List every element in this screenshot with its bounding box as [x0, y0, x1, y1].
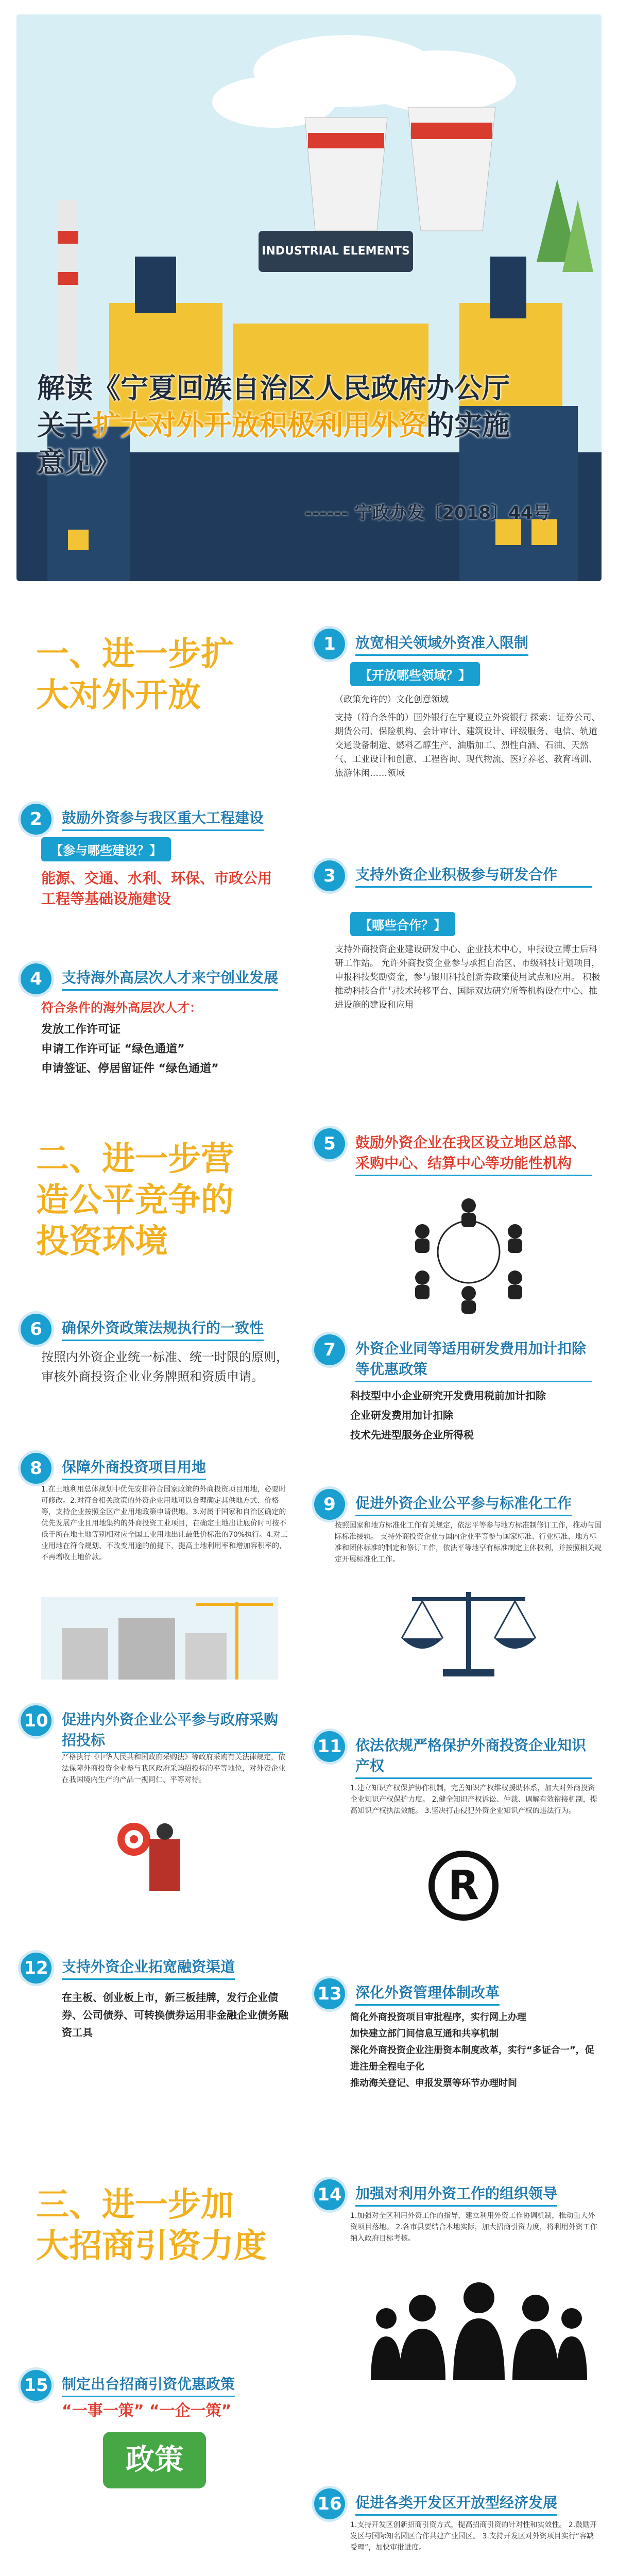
- item-4-body: 发放工作许可证 申请工作许可证 “绿色通道” 申请签证、停居留证件 “绿色通道”: [41, 1023, 219, 1075]
- item-2-body: 能源、交通、水利、环保、市政公用工程等基础设施建设: [41, 870, 272, 907]
- title-line-1: 解读《宁夏回族自治区人民政府办公厅: [37, 372, 510, 404]
- item-13-title: 深化外资管理体制改革: [355, 1981, 500, 2006]
- item-number-badge: 3: [314, 860, 345, 891]
- section-1: [0, 603, 618, 1118]
- item-8-title: 保障外商投资项目用地: [62, 1456, 206, 1480]
- title-line2-b: 的实施: [426, 409, 510, 442]
- item-number-badge: 11: [314, 1731, 345, 1762]
- section-2-title-line-2: 造公平竞争的: [36, 1181, 234, 1219]
- network-people-icon: [391, 1190, 546, 1314]
- title-highlight: 扩大对外开放积极利用外资: [93, 409, 426, 442]
- item-16-title: 促进各类开发区开放型经济发展: [355, 2492, 557, 2516]
- item-number-badge: 12: [21, 1953, 52, 1984]
- item-3-title: 支持外资企业积极参与研发合作: [355, 863, 592, 888]
- item-2-title: 鼓励外资参与我区重大工程建设: [62, 807, 264, 831]
- item-1-note: （政策允许的）文化创意领域: [335, 694, 449, 705]
- document-number: ------ 宁政办发〔2018〕44号: [305, 503, 551, 523]
- section-2-title-line-3: 投资环境: [36, 1223, 168, 1261]
- section-2-title-line-1: 二、进一步营: [36, 1140, 234, 1178]
- item-number-badge: 15: [21, 2370, 52, 2401]
- scales-icon: [391, 1582, 546, 1685]
- section-3-title: [36, 2184, 267, 2267]
- item-10-body: 严格执行《中华人民共和国政府采购法》等政府采购有关法律规定，依法保障外商投资企业参与我区政府采购招投标的平等地位，对外资企业在我国境内生产的产品一视同仁、平等对待。: [62, 1753, 285, 1784]
- item-number-badge: 5: [314, 1128, 345, 1159]
- item-number-badge: 6: [21, 1314, 52, 1345]
- item-15-slogan: “一事一策” “一企一策”: [62, 2402, 232, 2420]
- item-16-body: 1.支持开发区创新招商引资方式，提高招商引资的针对性和实效性。 2.鼓励开发区与国际知名园区合作共建产业园区。 3.支持开发区对外资项目实行“容缺受理”，加快审批进度。: [350, 2521, 597, 2552]
- item-number-badge: 16: [314, 2488, 345, 2519]
- registered-trademark-icon: [427, 1850, 500, 1922]
- section-3-title-line-1: 三、进一步加: [36, 2186, 234, 2224]
- item-number-badge: 2: [21, 804, 52, 835]
- item-7-title: 外资企业同等适用研发费用加计扣除等优惠政策: [355, 1337, 592, 1382]
- item-10-title: 促进内外资企业公平参与政府采购招投标: [62, 1708, 283, 1753]
- policy-stamp-icon: 政策: [103, 2432, 206, 2488]
- item-1-tag: 【开放哪些领域？】: [350, 662, 480, 686]
- team-people-icon: [371, 2277, 587, 2380]
- item-4-title: 支持海外高层次人才来宁创业发展: [62, 967, 278, 991]
- item-9-body: 按照国家和地方标准化工作有关规定，依法平等参与地方标准制修订工作，推动与国际标准接轨。 支持外商投资企业与国内企业平等参与国家标准、行业标准、地方标准和团体标准的制定和修订工作，依法平等地享有标准制定主体权利，并按照相关规定开展标准化工作。: [335, 1521, 602, 1564]
- item-number-badge: 4: [21, 963, 52, 994]
- section-3: [0, 2159, 618, 2576]
- truck-label: INDUSTRIAL ELEMENTS: [259, 231, 413, 272]
- item-15-title: 制定出台招商引资优惠政策: [62, 2373, 235, 2397]
- item-number-badge: 14: [314, 2179, 345, 2210]
- section-3-title-line-2: 大招商引资力度: [36, 2227, 267, 2265]
- item-3-tag: 【哪些合作？】: [350, 912, 455, 936]
- title-line-2: [37, 407, 583, 444]
- section-2-title: [36, 1139, 234, 1262]
- svg-text:R: R: [448, 1862, 479, 1909]
- item-number-badge: 9: [314, 1489, 345, 1520]
- title-line2-a: 关于: [37, 409, 93, 442]
- item-14-body: 1.加强对全区利用外资工作的指导，建立利用外资工作协调机制，推动重大外资项目落地。 2.各市县要结合本地实际，加大招商引资力度，将利用外资工作纳入政府目标考核。: [350, 2212, 597, 2243]
- item-number-badge: 10: [21, 1705, 52, 1736]
- item-number-badge: 8: [21, 1453, 52, 1484]
- item-9-title: 促进外资企业公平参与标准化工作: [355, 1492, 572, 1516]
- item-3-body: 支持外商投资企业建设研发中心、企业技术中心，申报设立博士后科研工作站。 允许外商投资企业参与承担自治区、市级科技计划项目，申报科技奖励资金，参与银川科技创新券政策使用试点和应用。 积极推动科技合作与技术转移平台、国际双边研究所等机构设在中心、推进设施的建设和应用: [335, 944, 600, 1010]
- page-title: [37, 370, 583, 499]
- item-11-body: 1.建立知识产权保护协作机制，完善知识产权维权援助体系，加大对外商投资企业知识产权保护力度。 2.健全知识产权诉讼、仲裁、调解有效衔接机制，提高知识产权执法效能。 3.坚决打击侵犯外资企业知识产权的违法行为。: [350, 1784, 597, 1815]
- item-6-title: 确保外资政策法规执行的一致性: [62, 1317, 264, 1341]
- podium-icon: [103, 1819, 206, 1896]
- construction-icon: [41, 1597, 278, 1680]
- item-11-title: 依法依规严格保护外商投资企业知识产权: [355, 1734, 592, 1779]
- item-2-tag: 【参与哪些建设？】: [41, 837, 171, 861]
- item-8-body: 1.在土地利用总体规划中优先安排符合国家政策的外商投资项目用地，必要时可修改。2.对符合相关政策的外资企业用地可以合理确定其供地方式、价格等，支持企业按照全区产业用地政策申请供地。3.对属于国家和自治区确定的优先发展产业且用地集约的外商投资工业项目，在确定土地出让底价时可按不低于所在地土地等别相对应全国工业用地出让最低价标准的70%执行。4.对工业用地在符合规划、不改变用途的前提下，提高土地利用率和增加容积率的，不再增收土地价款。: [41, 1485, 288, 1562]
- item-1-title: 放宽相关领域外资准入限制: [355, 632, 528, 656]
- section-1-title-line-2: 大对外开放: [36, 676, 201, 715]
- section-1-title-line-1: 一、进一步扩: [36, 635, 234, 673]
- item-number-badge: 1: [314, 629, 345, 659]
- item-5-title: 鼓励外资企业在我区设立地区总部、采购中心、结算中心等功能性机构: [355, 1131, 592, 1176]
- item-7-body: 科技型中小企业研究开发费用税前加计扣除 企业研发费用加计扣除 技术先进型服务企业所得税: [350, 1389, 546, 1441]
- item-13-body: 简化外商投资项目审批程序，实行网上办理 加快建立部门间信息互通和共享机制 深化外商投资企业注册资本制度改革，实行“多证合一”，促进注册全程电子化 推动海关登记、申报发票等环节办理时间: [350, 2012, 594, 2089]
- item-12-body: 在主板、创业板上市，新三板挂牌，发行企业债券、公司债券、可转换债券运用非金融企业债务融资工具: [62, 1991, 288, 2039]
- item-number-badge: 7: [314, 1334, 345, 1365]
- item-6-body: 按照内外资企业统一标准、统一时限的原则，审核外商投资企业业务牌照和资质申请。: [41, 1350, 288, 1384]
- item-14-title: 加强对利用外资工作的组织领导: [355, 2182, 557, 2207]
- title-line-3: 意见》: [37, 446, 121, 479]
- header-illustration: [16, 14, 602, 581]
- section-1-title: [36, 634, 234, 716]
- item-4-tag: 符合条件的海外高层次人才：: [41, 1001, 202, 1015]
- section-2: [0, 1118, 618, 2159]
- item-1-body: 支持（符合条件的）国外银行在宁夏设立外资银行 探索：证券公司、期货公司、保险机构、会计审计、建筑设计、评级服务、电信、轨道交通设备制造、燃料乙醇生产、油脂加工、烈性白酒、石油、天然气、工业设计和创意、工程咨询、现代物流、医疗养老、教育培训、旅游休闲……领域: [335, 713, 600, 778]
- item-12-title: 支持外资企业拓宽融资渠道: [62, 1956, 235, 1980]
- header-banner: [0, 0, 618, 592]
- item-number-badge: 13: [314, 1978, 345, 2009]
